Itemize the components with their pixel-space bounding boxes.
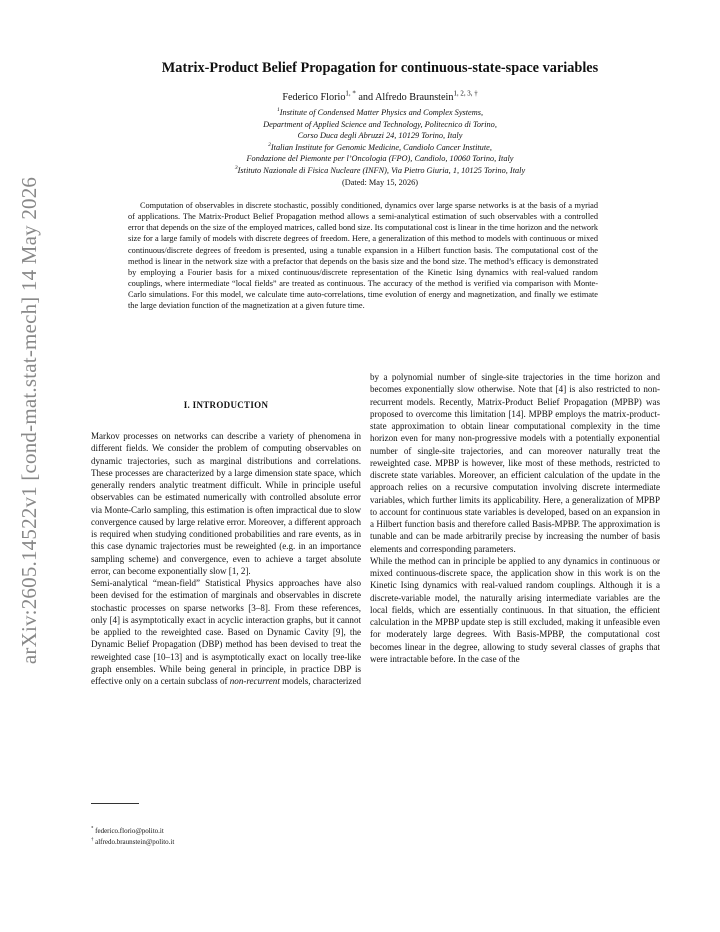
abstract: Computation of observables in discrete stochastic, possibly conditioned, dynamics over large sparse networks is at the basis of a myriad of applications. The Matrix-Product Belief Propagation method allows a semi-analytical estimation of such observables with a controlled error that depends on the size of the employed matrices, called bond size. Its computational cost is linear in the time horizon and the network size for a large family of models with discrete degrees of freedom. Here, a generalization of this method to models with continuous or mixed continuous/discrete degrees of freedom is presented, using a tunable expansion in a Hilbert function basis. The computational cost of the method is linear in the network size with a prefactor that depends on the basis size and the bond size. The method’s efficacy is demonstrated by employing a Fourier basis for a mixed continuous/discrete representation of the Kinetic Ising dynamics with real-valued random couplings, where intermediate “local fields” are treated as continuous. The accuracy of the method is verified via comparison with Monte-Carlo simulations. For this model, we calculate time auto-correlations, time evolution of energy and magnetization, and finally we estimate the large deviation function of the magnetization at a given future time.: [128, 201, 598, 311]
paper-title: Matrix-Product Belief Propagation for continuous-state-space variables: [161, 60, 599, 76]
footnote: * federico.florio@polito.it: [91, 826, 164, 835]
affiliation-line: Department of Applied Science and Technology, Politecnico di Torino,: [263, 119, 497, 129]
paragraph: Markov processes on networks can describe a variety of phenomena in different fields. We consider the problem of computing observables on dynamic trajectories, such as marginal distributions and correlations. These processes are characterized by a large dimension state space, which generally renders analytic treatment difficult. While in principle useful observables can be estimated numerically with controlled absolute error via Monte-Carlo sampling, this estimation is often impractical due to slow convergence caused by large relative error. Moreover, a different approach is required when studying conditioned probabilities and rare events, as in this case dynamic trajectories must be reweighted (e.g. in an importance sampling scheme) and convergence, even to achieve a target absolute error, can become exponentially slow [1, 2].: [91, 431, 361, 576]
affiliation-line: $^2$Italian Institute for Genomic Medicine, Candiolo Cancer Institute,: [268, 142, 492, 152]
emphasis: non-recurrent: [229, 676, 280, 686]
affiliation-line: Corso Duca degli Abruzzi 24, 10129 Torino, Italy: [297, 131, 463, 141]
footnote-email: alfredo.braunstein@polito.it: [95, 837, 175, 846]
author-conjunction: and: [355, 92, 376, 103]
paragraph: Semi-analytical “mean-field” Statistical Physics approaches have also been devised for the estimation of marginals and observables in discrete stochastic processes on sparse networks [3–8]. From these references, only [4] is asymptotically exact in acyclic interaction graphs, but it cannot be applied to the reweighted case. Based on Dynamic Cavity [9], the Dynamic Belief Propagation (DBP) method has been devised to treat the reweighted case [10–13] and is asymptotically exact on locally tree-like graph ensembles. While being general in principle, in practice DBP is effective only on a certain subclass of non-recurrent models, characterized: [91, 578, 361, 686]
footnote-email: federico.florio@polito.it: [95, 827, 164, 835]
footnote: † alfredo.braunstein@polito.it: [91, 837, 175, 846]
affiliation-line: Fondazione del Piemonte per l’Oncologia (FPO), Candiolo, 10060 Torino, Italy: [246, 154, 514, 164]
author-1-affil: 1, *: [345, 90, 356, 98]
footnotes: [91, 826, 174, 847]
affiliation-line: $^3$Istituto Nazionale di Fisica Nucleare (INFN), Via Pietro Giuria, 1, 10125 Torino, Italy: [234, 165, 526, 175]
footnote-rule: [91, 803, 139, 804]
arxiv-stamp-text: arXiv:2605.14522v1 [cond-mat.stat-mech] 14 May 2026: [17, 176, 42, 664]
paragraph: by a polynomial number of single-site trajectories in the time horizon and becomes exponentially slow otherwise. Note that [4] is also restricted to non-recurrent models. Recently, Matrix-Product Belief Propagation (MPBP) was proposed to overcome this limitation [14]. MPBP employs the matrix-product-state approximation to obtain linear computational complexity in the time horizon even for many non-progressive models with a potentially exponential number of single-site trajectories, and can moreover naturally treat the reweighted case. MPBP is however, like most of these methods, restricted to discrete state variables. Moreover, an efficient calculation of the update in the approach relies on a recursive computation involving discrete intermediate variables, which further limits its applicability. Here, a generalization of MPBP to account for continuous state variables is developed, based on an expansion in a Hilbert function basis and therefore called Basis-MPBP. The approximation is tunable and can be made arbitrarily precise by increasing the number of basis elements and corresponding parameters.: [370, 372, 660, 554]
affiliations: [80, 107, 680, 188]
author-2-affil: 1, 2, 3, †: [453, 90, 478, 98]
section-heading-introduction: I. INTRODUCTION: [183, 400, 269, 410]
author-line: [80, 92, 680, 103]
arxiv-stamp: [8, 170, 52, 670]
left-column: [91, 430, 361, 687]
author-2: Alfredo Braunstein: [375, 92, 454, 103]
affiliation-line: $^1$Institute of Condensed Matter Physics and Complex Systems,: [276, 107, 484, 117]
right-column: [370, 371, 660, 665]
author-1: Federico Florio: [282, 92, 346, 103]
dated-line: (Dated: May 15, 2026): [341, 177, 419, 187]
paragraph: While the method can in principle be applied to any dynamics in continuous or mixed continuous-discrete space, the application show in this work is on the Kinetic Ising dynamics with real-valued random couplings. Although it is a discrete-variable model, the naturally arising intermediate variables are the local fields, which are essentially continuous. In that situation, the efficient calculation in the MPBP update step is still excluded, making it unfeasible even for moderately large degrees. With Basis-MPBP, the computational cost becomes linear in the degree, allowing to study several classes of graphs that were intractable before. In the case of the: [370, 555, 660, 664]
